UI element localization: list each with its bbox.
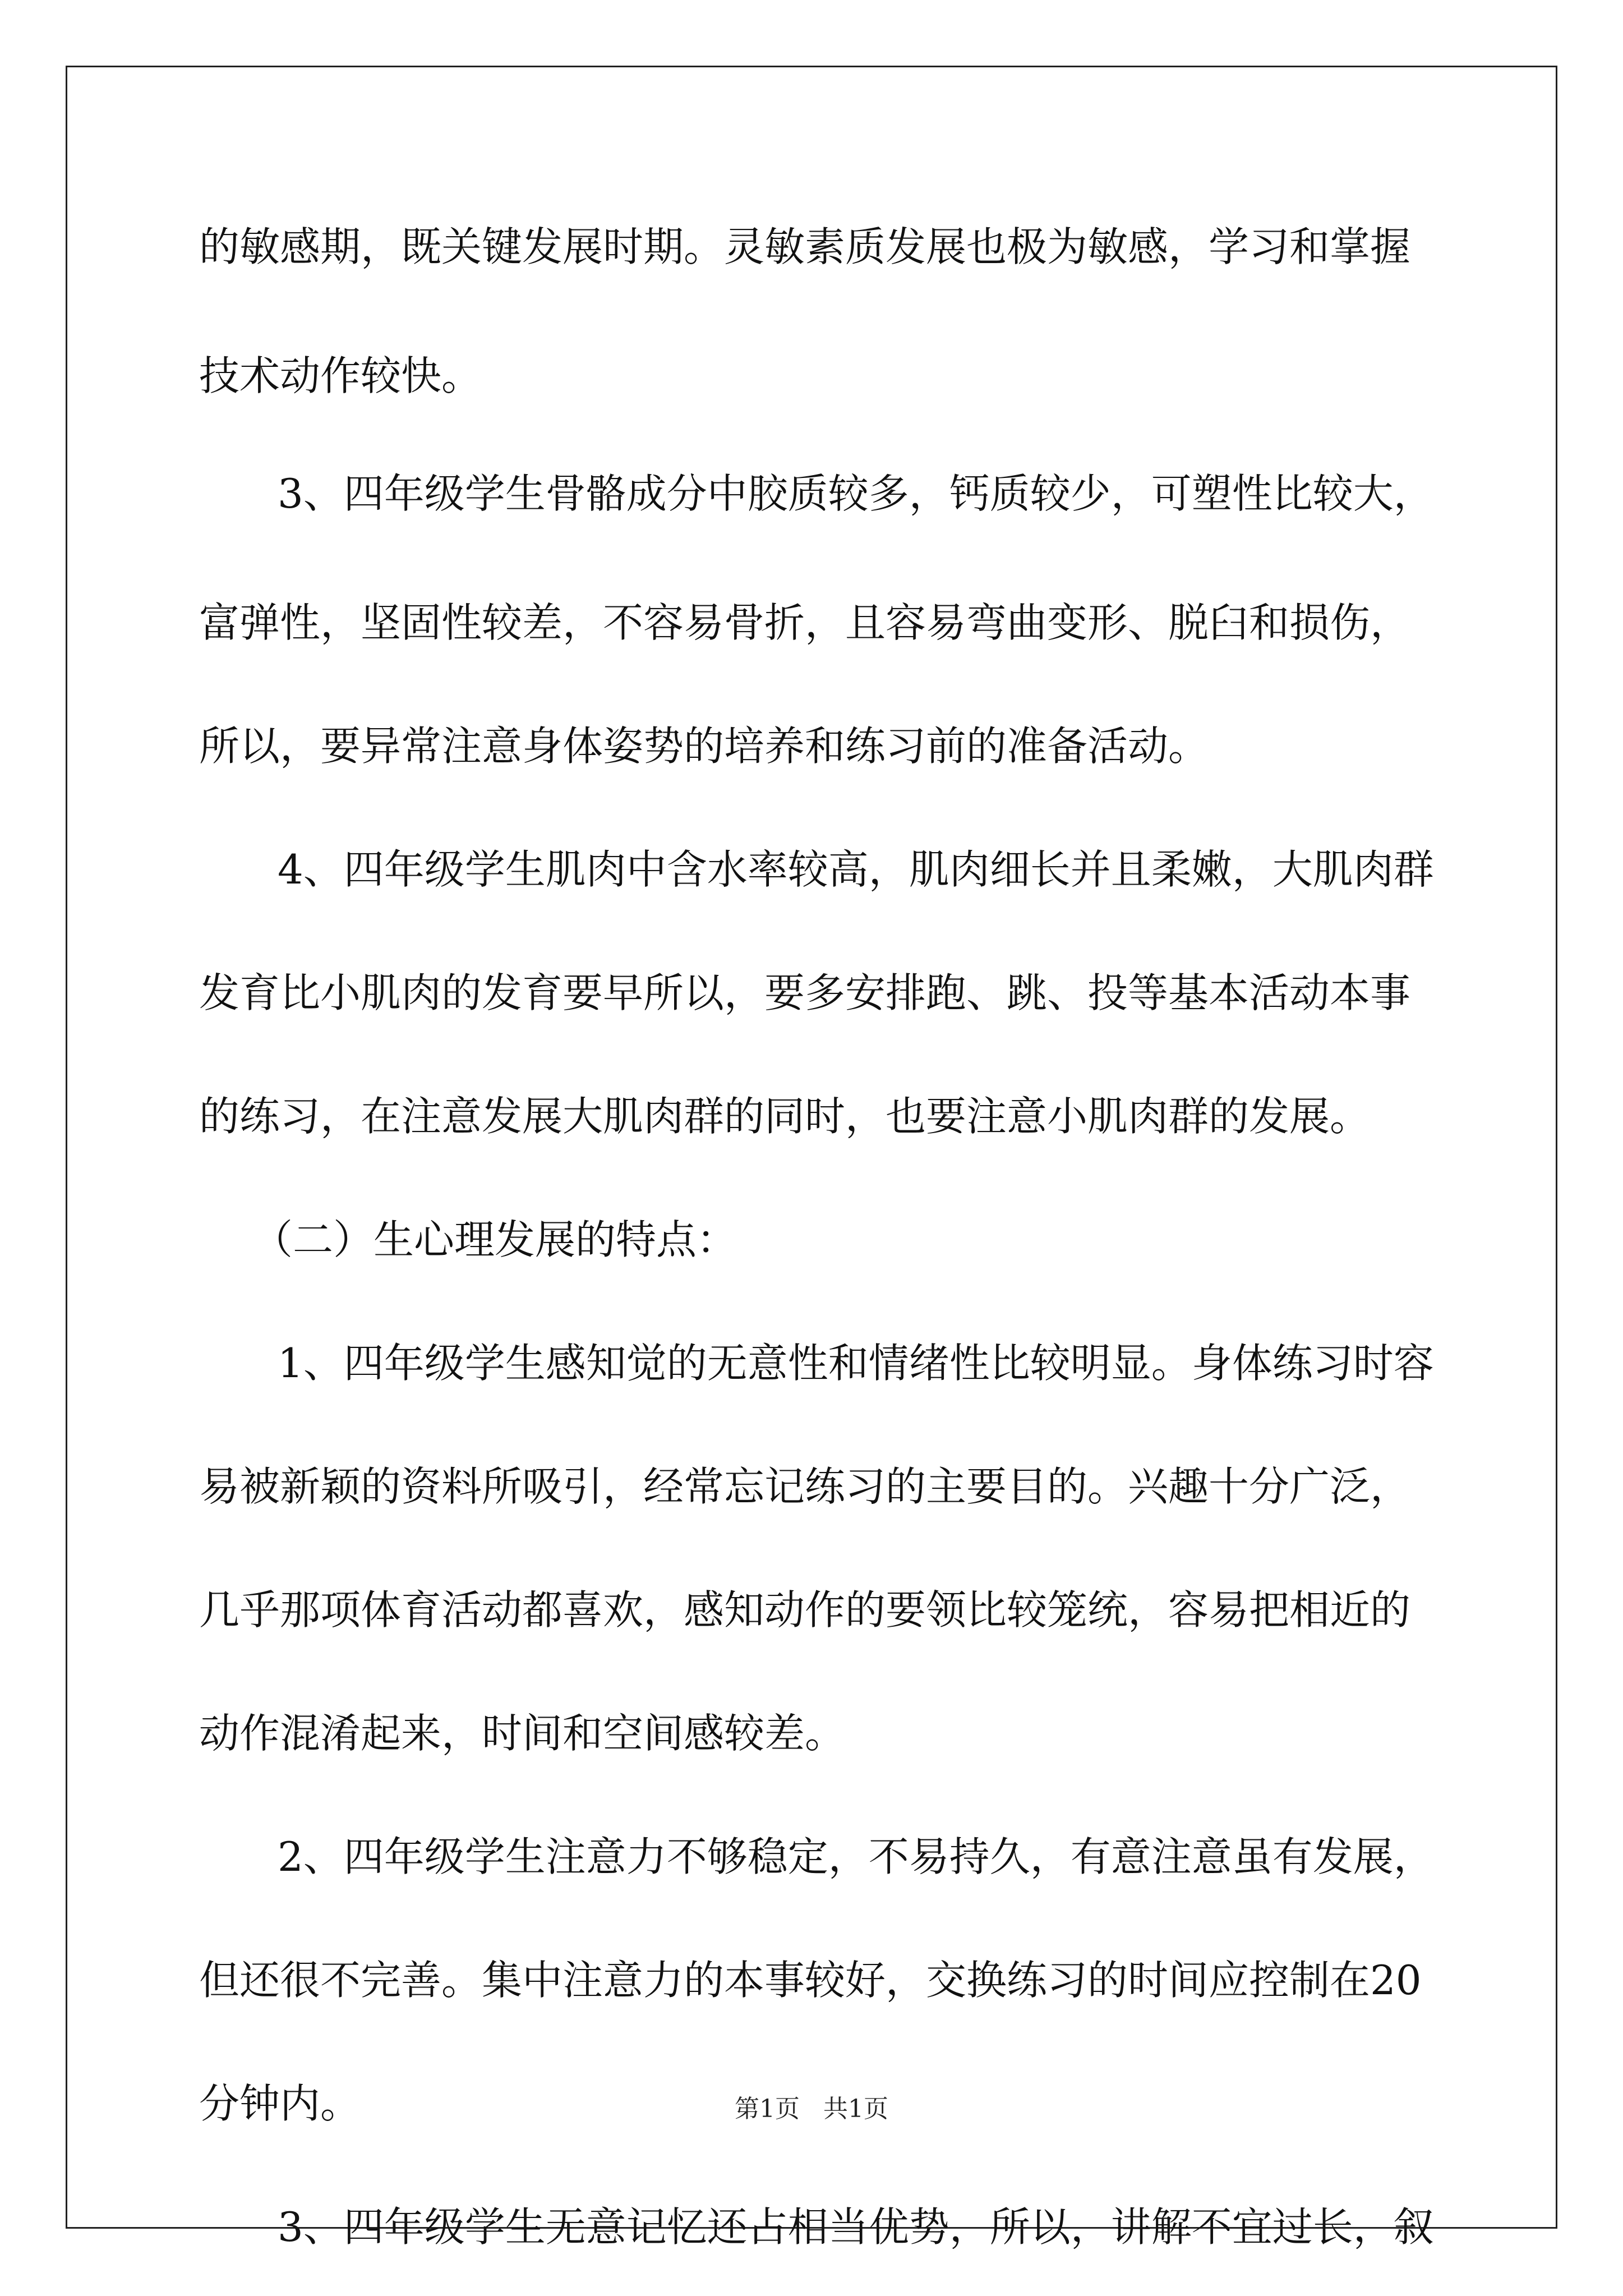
text-line: 但还很不完善。集中注意力的本事较好，交换练习的时间应控制在20 xyxy=(199,1957,1422,2004)
page-total: 共1页 xyxy=(823,2095,888,2123)
text-line: 的敏感期，既关键发展时期。灵敏素质发展也极为敏感，学习和掌握 xyxy=(199,223,1411,270)
text-line: 易被新颖的资料所吸引，经常忘记练习的主要目的。兴趣十分广泛， xyxy=(199,1463,1411,1510)
text-line: 动作混淆起来，时间和空间感较差。 xyxy=(199,1710,846,1757)
text-line: 分钟内。 xyxy=(199,2080,361,2127)
text-line: 技术动作较快。 xyxy=(199,352,482,399)
text-line: 发育比小肌肉的发育要早所以，要多安排跑、跳、投等基本活动本事 xyxy=(199,969,1411,1016)
text-line: 富弹性，坚固性较差，不容易骨折，且容易弯曲变形、脱臼和损伤， xyxy=(199,599,1411,646)
page-number: 第1页 xyxy=(735,2095,800,2123)
text-line: 4、四年级学生肌肉中含水率较高，肌肉细长并且柔嫩，大肌肉群 xyxy=(278,846,1434,893)
text-line: 所以，要异常注意身体姿势的培养和练习前的准备活动。 xyxy=(199,723,1209,770)
text-line: 几乎那项体育活动都喜欢，感知动作的要领比较笼统，容易把相近的 xyxy=(199,1586,1411,1634)
text-line: 3、四年级学生骨骼成分中胶质较多，钙质较少，可塑性比较大， xyxy=(278,470,1434,517)
page-footer xyxy=(0,2092,1623,2126)
text-line: 3、四年级学生无意记忆还占相当优势，所以，讲解不宜过长，叙 xyxy=(278,2203,1434,2251)
text-line: 1、四年级学生感知觉的无意性和情绪性比较明显。身体练习时容 xyxy=(278,1340,1434,1387)
text-line: 2、四年级学生注意力不够稳定，不易持久，有意注意虽有发展， xyxy=(278,1833,1434,1880)
text-line: 的练习，在注意发展大肌肉群的同时，也要注意小肌肉群的发展。 xyxy=(199,1093,1371,1140)
section-heading: （二）生心理发展的特点： xyxy=(252,1216,737,1263)
